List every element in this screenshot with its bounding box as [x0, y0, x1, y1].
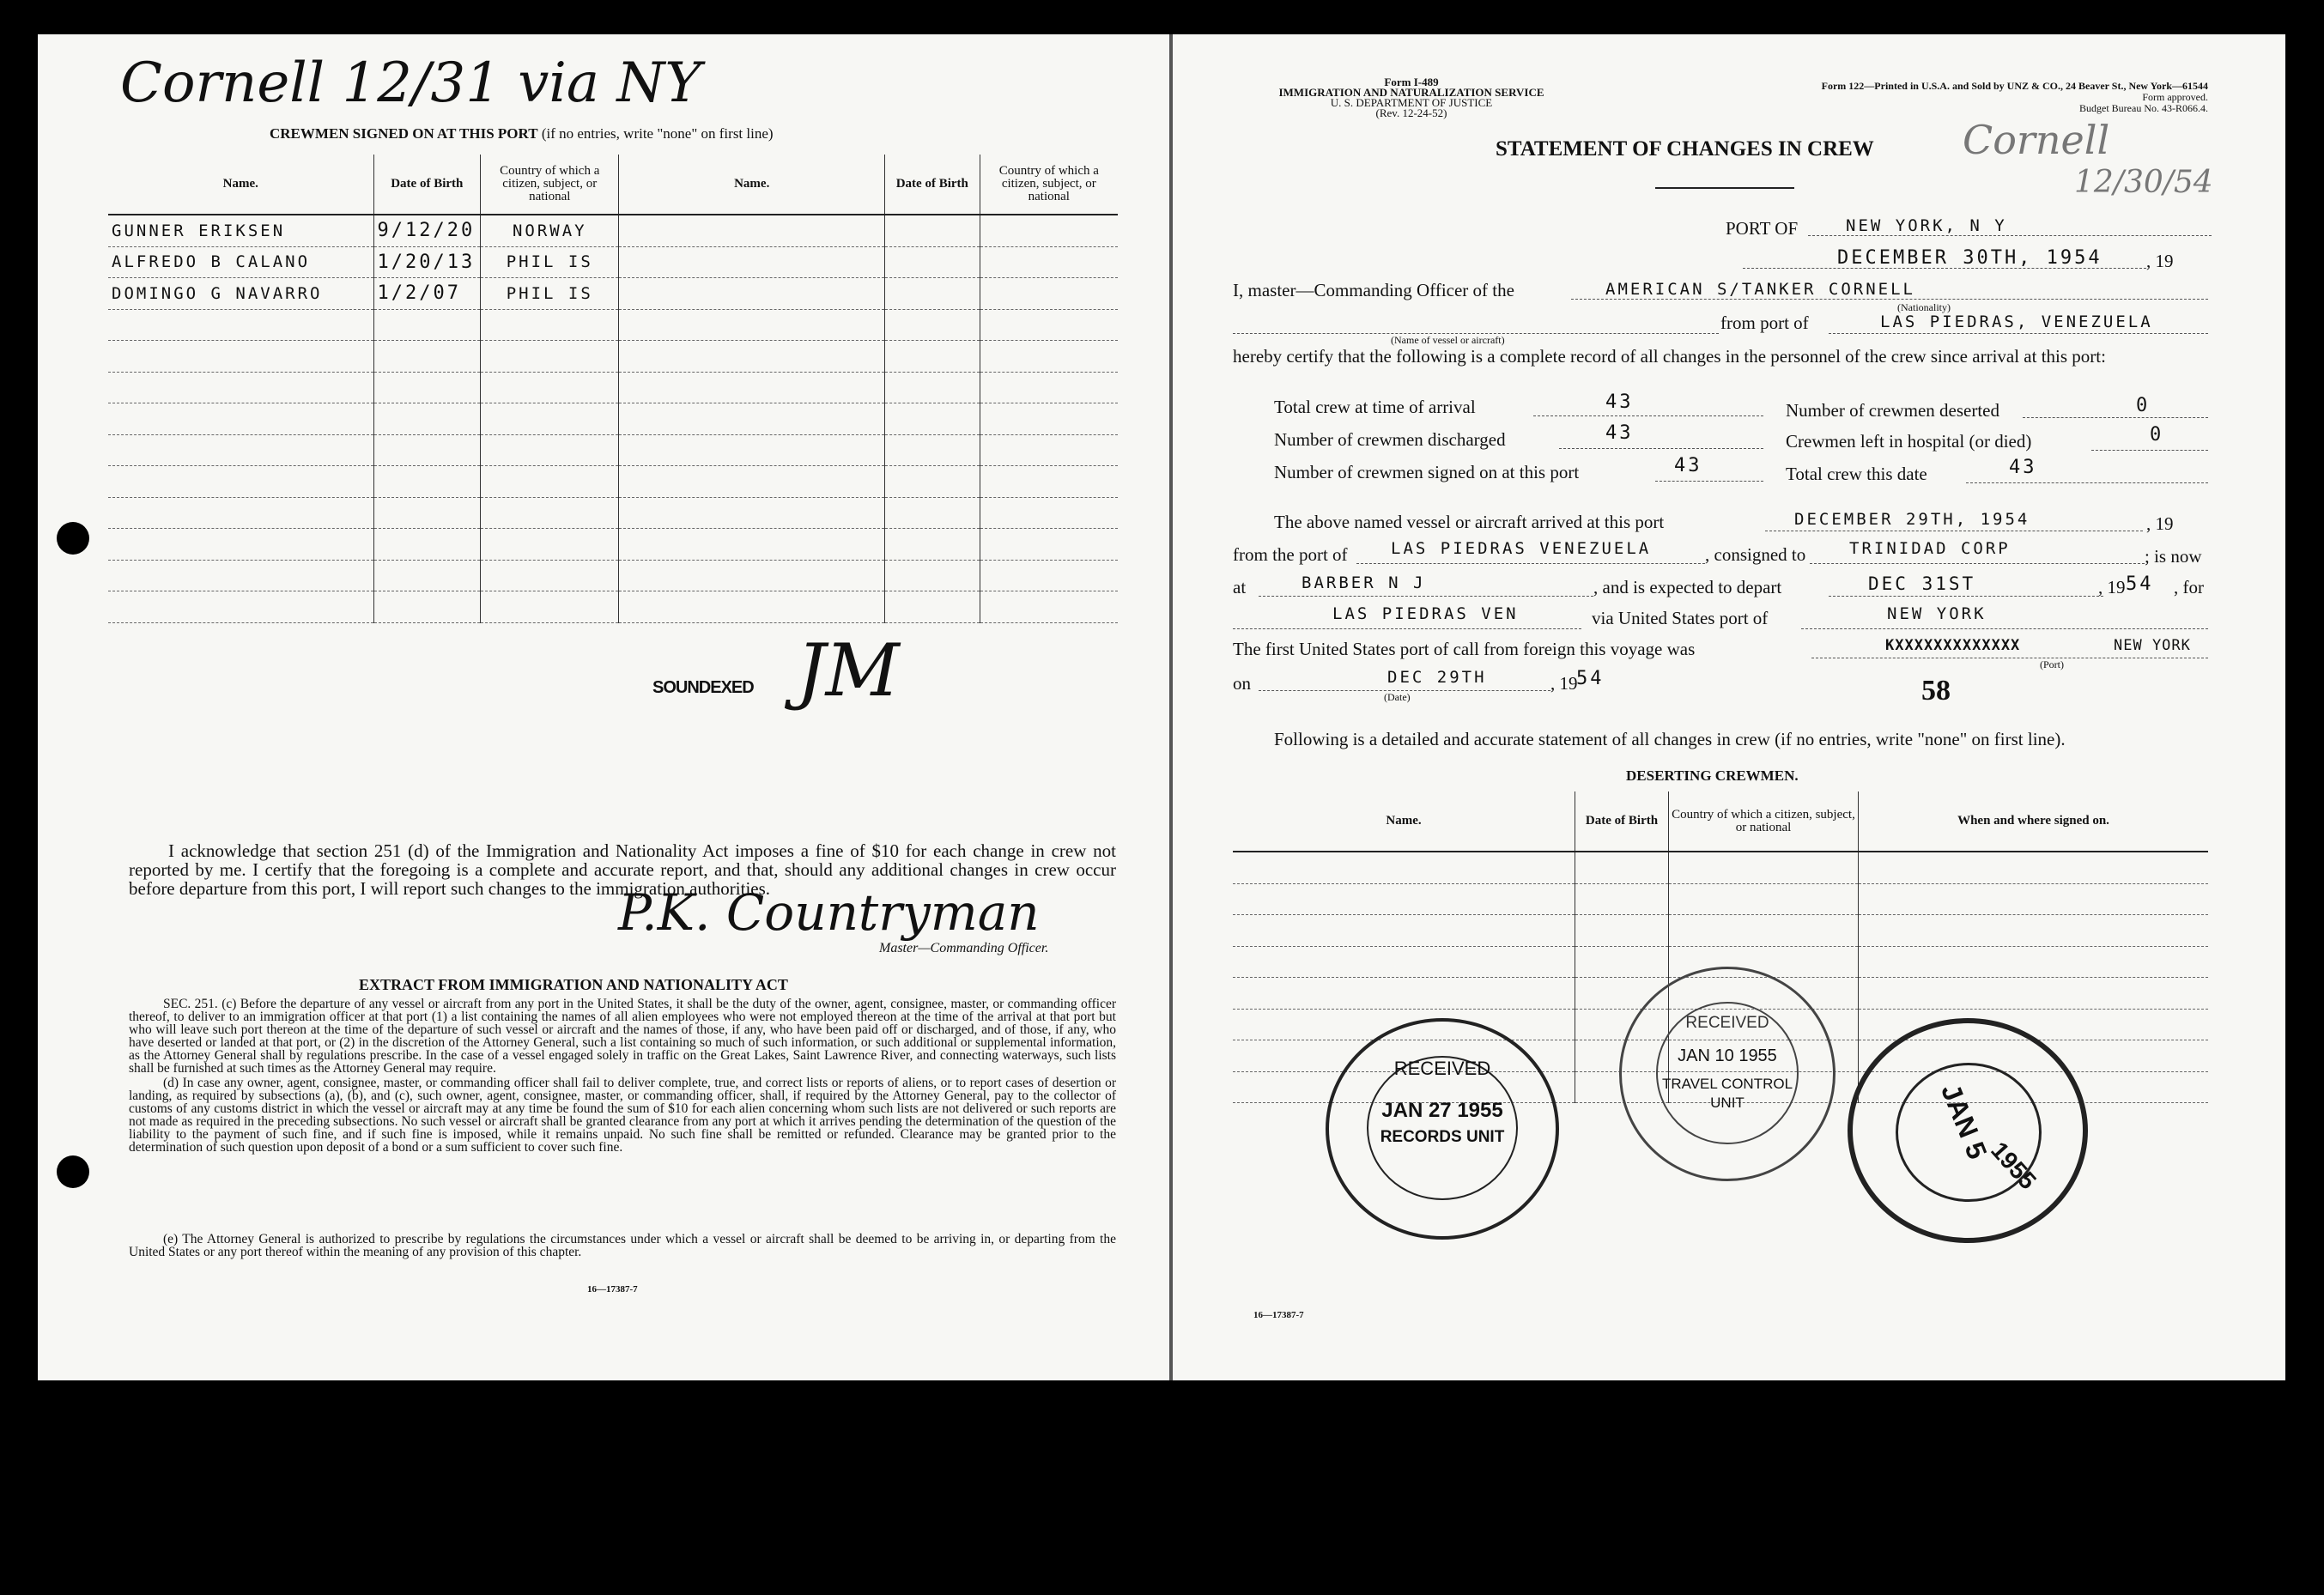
form-approved: Form approved. [2142, 91, 2208, 103]
desert-col-dob: Date of Birth [1575, 791, 1669, 852]
from-port-of-value: LAS PIEDRAS VENEZUELA [1391, 539, 1652, 558]
col-dob-2: Date of Birth [884, 155, 980, 215]
col-name-2: Name. [619, 155, 885, 215]
first-port-value: NEW YORK [2114, 637, 2191, 654]
discharged-value: 43 [1605, 422, 1634, 444]
pencil-annotation-date: 12/30/54 [2074, 165, 2213, 200]
total-arrival-label: Total crew at time of arrival [1274, 397, 1476, 417]
stamp-unit: TRAVEL CONTROL [1661, 1076, 1793, 1092]
total-arrival-value: 43 [1605, 391, 1634, 413]
first-port-struck: KXXXXXXXXXXXXX [1885, 637, 2021, 654]
left-footer: 16—17387-7 [587, 1284, 638, 1295]
at-line [1259, 596, 1593, 597]
table-row [108, 278, 1118, 310]
stamp-unit: RECORDS UNIT [1380, 1128, 1505, 1146]
table-row [108, 309, 1118, 341]
crew-signed-heading [270, 125, 774, 143]
certify-text: hereby certify that the following is a complete record of all changes in the personnel of the crew since arrival at this port: [1233, 346, 2106, 367]
deserted-label: Number of crewmen deserted [1786, 400, 1999, 421]
table-row [108, 372, 1118, 403]
total-date-value: 43 [2009, 457, 2037, 478]
discharged-line [1559, 448, 1763, 449]
table-row [108, 341, 1118, 373]
vessel-name: AMERICAN S/TANKER CORNELL [1605, 280, 1915, 299]
at-label: at [1233, 577, 1247, 597]
crew-country: NORWAY [481, 215, 619, 246]
at-value: BARBER N J [1302, 573, 1426, 592]
form-header-block [1231, 77, 1592, 118]
stamp-date: JAN 5 [1935, 1079, 1993, 1164]
discharged-label: Number of crewmen discharged [1274, 429, 1506, 450]
destination-line [1233, 628, 1581, 629]
arrived-label: The above named vessel or aircraft arrived at this port [1274, 512, 1665, 532]
binder-hole-top [57, 522, 89, 555]
printer-block [1679, 81, 2208, 114]
master-signature: P.K. Countryman [618, 883, 1040, 942]
handwritten-annotation: Cornell 12/31 via NY [120, 52, 701, 115]
table-row [108, 497, 1118, 529]
depart-date-line [1829, 596, 2103, 597]
arrived-year-prefix: , 19 [2146, 513, 2174, 534]
right-footer: 16—17387-7 [1253, 1310, 1304, 1320]
page-number: 58 [1921, 675, 1951, 707]
crew-dob: 9/12/20 [373, 215, 481, 246]
title-underline [1655, 187, 1794, 189]
crew-dob: 1/2/07 [373, 278, 481, 310]
desert-col-country: Country of which a citizen, subject, or national [1669, 791, 1859, 852]
table-row [108, 591, 1118, 623]
agency-name: IMMIGRATION AND NATURALIZATION SERVICE [1278, 86, 1544, 99]
master-label: I, master—Commanding Officer of the [1233, 280, 1514, 300]
on-date-value: DEC 29TH [1387, 668, 1487, 687]
total-arrival-line [1533, 415, 1763, 416]
arrived-value: DECEMBER 29TH, 1954 [1794, 510, 2030, 529]
consignee-value: TRINIDAD CORP [1849, 539, 2011, 558]
signed-value: 43 [1674, 455, 1702, 476]
statement-date: DECEMBER 30TH, 1954 [1837, 247, 2103, 269]
col-name-1: Name. [108, 155, 373, 215]
port-value: NEW YORK, N Y [1846, 216, 2007, 235]
expected-label: , and is expected to depart [1593, 577, 1782, 597]
crew-signed-table [108, 155, 1118, 623]
consigned-label: , consigned to [1705, 544, 1806, 565]
stamp-date: JAN 10 1955 [1678, 1046, 1777, 1065]
crew-dob: 1/20/13 [373, 246, 481, 278]
extract-title: EXTRACT FROM IMMIGRATION AND NATIONALITY ACT [359, 976, 788, 993]
signature-caption: Master—Commanding Officer. [879, 941, 1049, 955]
acknowledgment-text: I acknowledge that section 251 (d) of the Immigration and Nationality Act imposes a fine of $10 for each change in crew not reported by me. I certify that the foregoing is a complete and accurate report, and that, should any additional changes in crew occur before departure from this port, I will report such changes to the immigration authorities. [129, 840, 1116, 899]
clerk-initials: JM [797, 628, 900, 713]
received-stamp-records [1326, 1018, 1559, 1240]
depart-date-value: DEC 31ST [1868, 573, 1976, 594]
budget-bureau: Budget Bureau No. 43-R066.4. [2079, 102, 2208, 114]
pencil-annotation-name: Cornell [1963, 117, 2110, 163]
from-port-of-label: from the port of [1233, 544, 1348, 565]
depart-year-value: 54 [2126, 573, 2154, 595]
extract-section-d: (d) In case any owner, agent, consignee, master, or commanding officer shall fail to deliver complete, true, and correct lists or reports of aliens, or to report cases of desertion or landing, as required by subsections (a), (b), and (c), such owner, agent, consignee, master, or commanding officer, shall, if required by the Attorney General, pay to the collector of customs of any customs district in which the vessel or aircraft may at any time be found the sum of $10 for each alien concerning whom such lists are not delivered or such reports are not made as required in the preceding subsections. No such vessel or aircraft shall be granted clearance from any port at which it arrives pending the determination of the question of the liability to the payment of such fine, and if such fine is imposed, while it remains unpaid. No such fine shall be remitted or refunded. Clearance may be granted prior to the determination of such question upon deposit of a bond or a sum sufficient to cover such fine. [129, 1076, 1116, 1155]
nationality-caption: (Nationality) [1897, 301, 1951, 313]
date-stamp-jan5 [1848, 1018, 2088, 1243]
via-line [1801, 628, 2208, 629]
desert-col-signed-on: When and where signed on. [1859, 791, 2209, 852]
stamp-date: JAN 27 1955 [1381, 1099, 1503, 1122]
received-stamp-travel-control [1619, 967, 1836, 1181]
form-revision: (Rev. 12-24-52) [1375, 106, 1447, 119]
from-port-line [1829, 333, 2208, 334]
crew-signed-rows [108, 215, 1118, 622]
extract-section-e: (e) The Attorney General is authorized to prescribe by regulations the circumstances under which a vessel or aircraft shall be deemed to be arriving in, or departing from the United States or any port thereof within the meaning of any provision of this chapter. [129, 1232, 1116, 1259]
from-port-of-line [1356, 563, 1705, 564]
destination-value: LAS PIEDRAS VEN [1332, 604, 1519, 623]
table-row [108, 434, 1118, 466]
stamp-unit-suffix: UNIT [1710, 1095, 1745, 1111]
stamp-received-label: RECEIVED [1393, 1058, 1491, 1079]
date-suffix: , 19 [2146, 251, 2174, 271]
hospital-line [2091, 450, 2208, 451]
binder-hole-bottom [57, 1155, 89, 1188]
date-caption: (Date) [1384, 691, 1411, 703]
port-line [1808, 235, 2212, 236]
table-row [108, 246, 1118, 278]
from-port-value: LAS PIEDRAS, VENEZUELA [1880, 312, 2153, 331]
for-label: , for [2174, 577, 2204, 597]
on-year-prefix: , 19 [1550, 673, 1578, 694]
stamp-received-label: RECEIVED [1685, 1014, 1769, 1032]
crew-country: PHIL IS [481, 246, 619, 278]
deserted-value: 0 [2136, 395, 2151, 416]
deserted-line [2023, 417, 2208, 418]
table-row [1233, 915, 2208, 947]
vessel-line [1571, 299, 2208, 300]
col-country-2: Country of which a citizen, subject, or national [980, 155, 1118, 215]
total-date-line [1966, 482, 2208, 483]
department-name: U. S. DEPARTMENT OF JUSTICE [1330, 96, 1493, 109]
table-row [108, 560, 1118, 591]
table-row [108, 529, 1118, 561]
vessel-caption: (Name of vessel or aircraft) [1391, 334, 1505, 346]
first-port-label: The first United States port of call from foreign this voyage was [1233, 639, 1696, 659]
on-year-value: 54 [1576, 668, 1605, 689]
following-text: Following is a detailed and accurate statement of all changes in crew (if no entries, write "none" on first line). [1274, 729, 2066, 749]
desert-col-name: Name. [1233, 791, 1575, 852]
crew-name: DOMINGO G NAVARRO [108, 278, 373, 310]
form-title: STATEMENT OF CHANGES IN CREW [1496, 137, 1874, 161]
crew-country: PHIL IS [481, 278, 619, 310]
col-country-1: Country of which a citizen, subject, or national [481, 155, 619, 215]
table-row [1233, 883, 2208, 915]
from-port-label: from port of [1720, 312, 1809, 333]
signed-label: Number of crewmen signed on at this port [1274, 462, 1580, 482]
extract-section-c: SEC. 251. (c) Before the departure of any vessel or aircraft from any port in the United States, it shall be the duty of the owner, agent, consignee, master, or commanding officer thereof, to deliver to an immigration officer at that port (1) a list containing the names of all alien employees who were not employed thereon at the time of the arrival at that port but who will leave such port thereon at the time of the departure of such vessel or aircraft and the names of those, if any, who have been paid off or discharged, and of those, if any, who have deserted or landed at that port, or (2) in the discretion of the Attorney General, such a list containing so much of such information, or such additional or supplemental information, as the Attorney General shall by regulations prescribe. In the case of a vessel engaged solely in traffic on the Great Lakes, Saint Lawrence River, and connecting waterways, such lists shall be furnished at such times as the Attorney General may require. [129, 997, 1116, 1076]
crew-name: ALFREDO B CALANO [108, 246, 373, 278]
hospital-label: Crewmen left in hospital (or died) [1786, 431, 2032, 452]
via-value: NEW YORK [1887, 604, 1987, 623]
table-row [108, 403, 1118, 435]
total-date-label: Total crew this date [1786, 464, 1927, 484]
is-now-label: ; is now [2145, 546, 2202, 567]
port-caption: (Port) [2040, 658, 2064, 670]
table-row [108, 466, 1118, 498]
port-label: PORT OF [1726, 218, 1799, 239]
signed-line [1655, 481, 1763, 482]
hospital-value: 0 [2150, 424, 2164, 446]
crew-signed-note: (if no entries, write "none" on first line) [541, 125, 774, 142]
form-number: Form I-489 [1384, 76, 1439, 88]
crew-signed-title: CREWMEN SIGNED ON AT THIS PORT [270, 125, 538, 142]
deserting-heading: DESERTING CREWMEN. [1626, 767, 1799, 784]
consignee-line [1810, 563, 2145, 564]
via-label: via United States port of [1592, 608, 1769, 628]
on-label: on [1233, 673, 1251, 694]
printer-line: Form 122—Printed in U.S.A. and Sold by UNZ & CO., 24 Beaver St., New York—61544 [1821, 80, 2208, 92]
table-row [108, 215, 1118, 246]
depart-year-prefix: , 19 [2098, 577, 2126, 597]
stamp-year: 1955 [1986, 1137, 2042, 1195]
table-row [1233, 852, 2208, 883]
col-dob-1: Date of Birth [373, 155, 481, 215]
soundexed-stamp: SOUNDEXED [652, 678, 754, 697]
crew-name: GUNNER ERIKSEN [108, 215, 373, 246]
